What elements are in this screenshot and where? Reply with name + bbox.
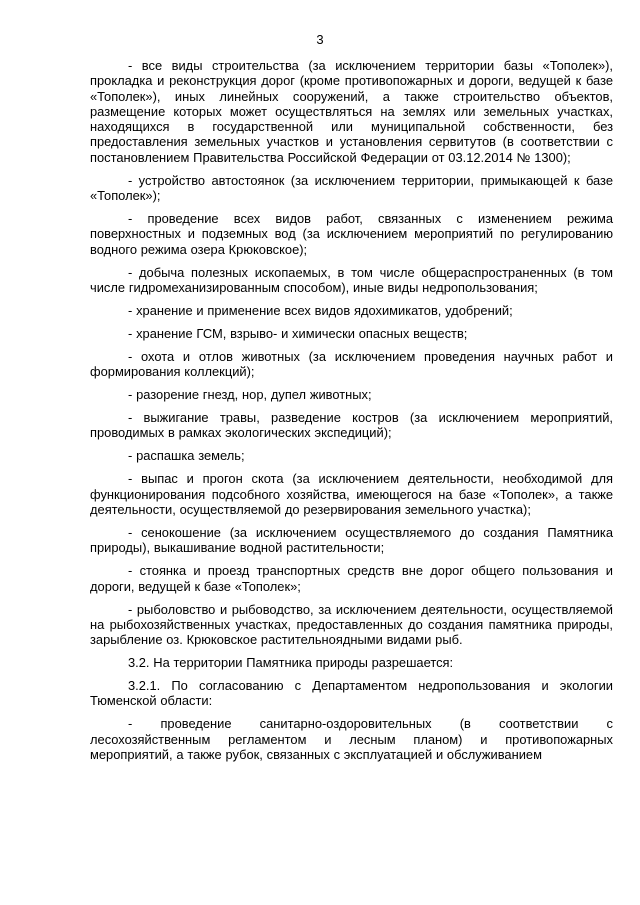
paragraph-water-regime-ban: - проведение всех видов работ, связанных с изменением режима поверхностных и подземных вод (за исключением мероприятий по регулированию водного режима озера Крюковское); [90,211,613,257]
paragraph-mining-ban: - добыча полезных ископаемых, в том числе общераспространенных (в том числе гидромеханизированным способом), иные виды недропользования; [90,264,613,295]
paragraph-chemicals-ban: - хранение и применение всех видов ядохимикатов, удобрений; [128,302,513,318]
section-heading-3-2-1: 3.2.1. По согласованию с Департаментом недропользования и экологии Тюменской области: [90,678,613,709]
section-heading-3-2: 3.2. На территории Памятника природы разрешается: [128,655,454,671]
paragraph-parking-ban: - устройство автостоянок (за исключением территории, примыкающей к базе «Тополек»); [90,172,613,204]
paragraph-construction-ban: - все виды строительства (за исключением территории базы «Тополек»), прокладка и реконструкция дорог (кроме противопожарных и дороги, ведущей к базе «Тополек»), иных линейных сооружений, а также строительство объектов, размещение которых может осуществляться на землях или земельных участках, находящихся в государственной или муниципальной собственности, без предоставления земельных участков и установления сервитутов (в соответствии с постановлением Правительства Российской Федерации от 03.12.2014 № 1300); [90,58,613,165]
document-body [90,58,613,770]
paragraph-fire-ban: - выжигание травы, разведение костров (за исключением мероприятий, проводимых в рамках экологических экспедиций); [90,410,613,441]
paragraph-fuel-storage-ban: - хранение ГСМ, взрыво- и химически опасных веществ; [128,325,468,341]
page-number: 3 [316,32,324,47]
paragraph-fishing-ban: - рыболовство и рыбоводство, за исключением деятельности, осуществляемой на рыбохозяйственных участках, предоставленных до создания памятника природы, зарыбление оз. Крюковское растительноядными видами рыб. [90,601,613,648]
paragraph-vehicle-ban: - стоянка и проезд транспортных средств вне дорог общего пользования и дороги, ведущей к базе «Тополек»; [90,563,613,594]
paragraph-plowing-ban: - распашка земель; [128,448,245,464]
paragraph-haymaking-ban: - сенокошение (за исключением осуществляемого до создания Памятника природы), выкашивание водной растительности; [90,524,613,556]
paragraph-grazing-ban: - выпас и прогон скота (за исключением деятельности, необходимой для функционирования подсобного хозяйства, имеющегося на базе «Тополек», а также деятельности, осуществляемой до резервирования земельного участка); [90,471,613,517]
paragraph-nest-destruction-ban: - разорение гнезд, нор, дупел животных; [128,387,372,403]
paragraph-hunting-ban: - охота и отлов животных (за исключением проведения научных работ и формирования коллекций); [90,348,613,380]
paragraph-sanitary-measures: - проведение санитарно-оздоровительных (в соответствии с лесохозяйственным регламентом и лесным планом) и противопожарных мероприятий, а также рубок, связанных с эксплуатацией и обслуживанием [90,716,613,762]
